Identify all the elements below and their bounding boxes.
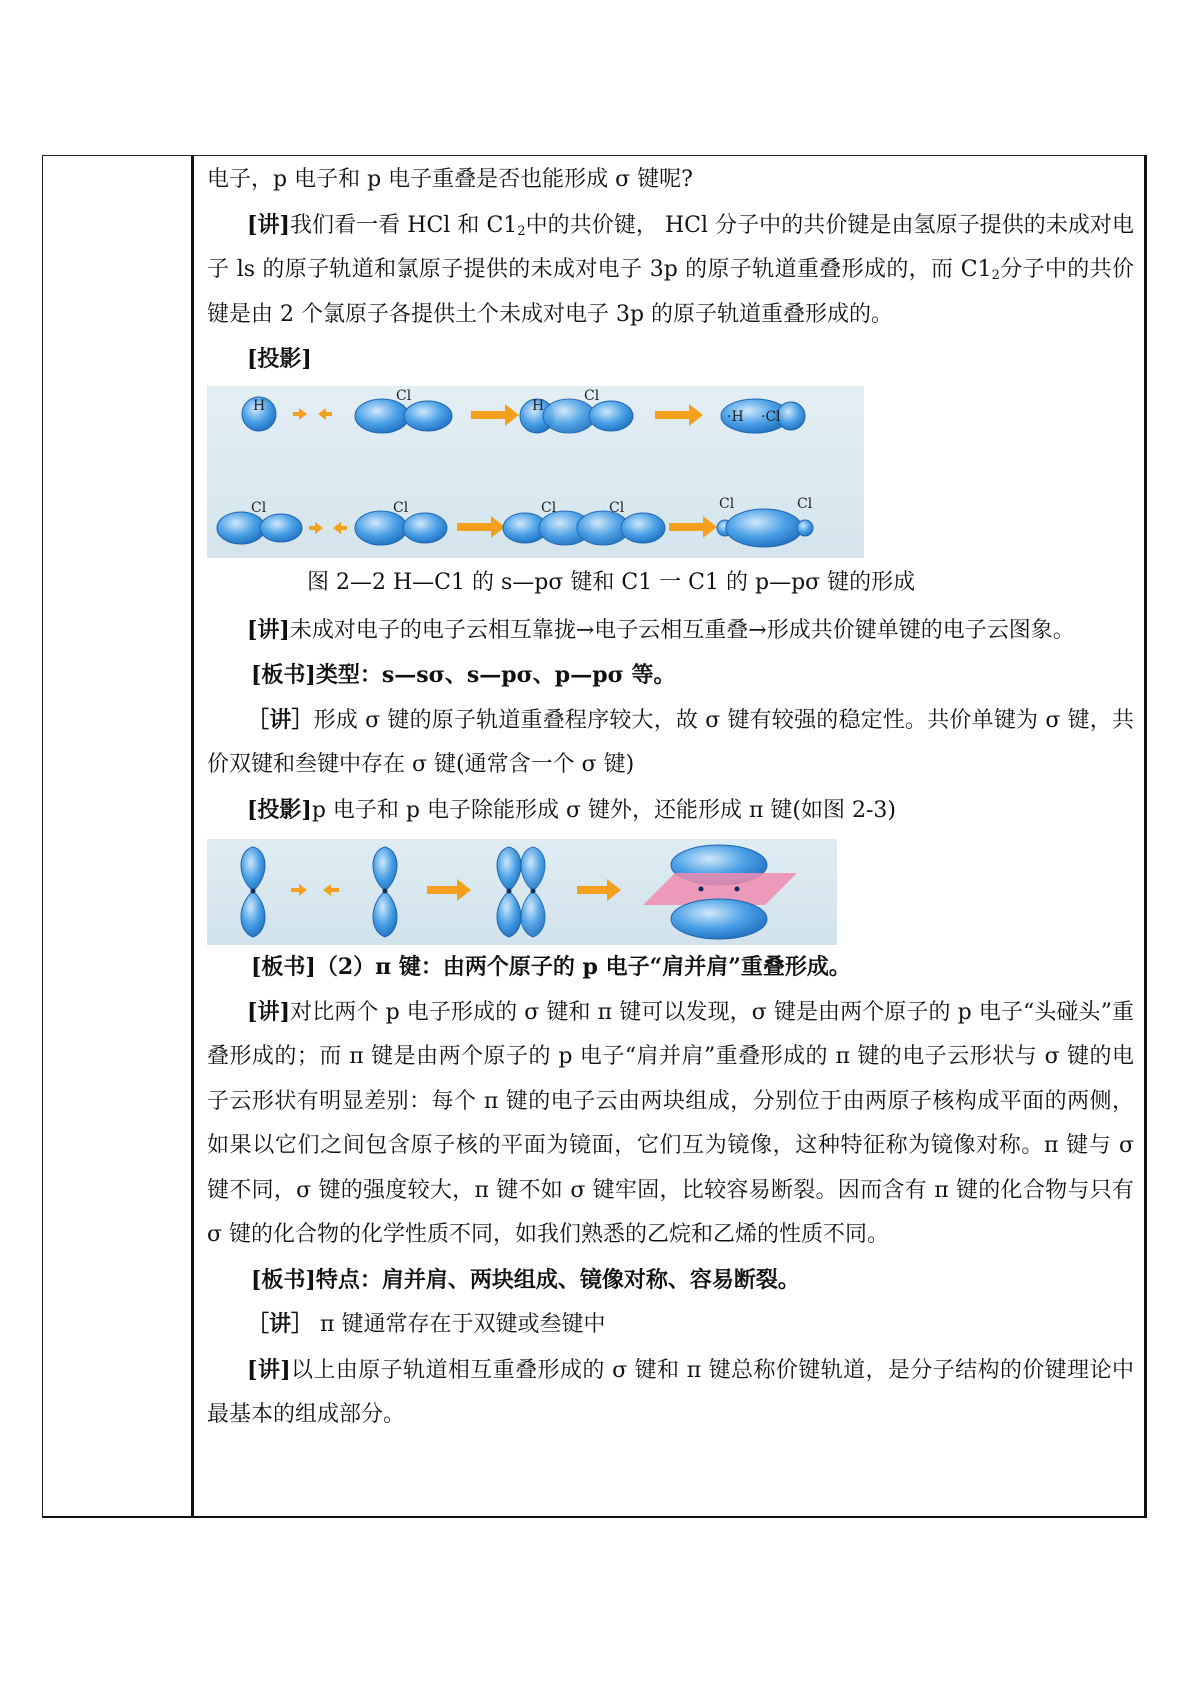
- pi-bond-molecule: [643, 845, 797, 939]
- label-cl-dot: ·Cl: [761, 408, 781, 425]
- arrow-4: [669, 516, 717, 538]
- para-3-tag: [投影]: [247, 346, 312, 372]
- approach-arrows-1: [293, 408, 332, 420]
- para-10-text: 特点：肩并肩、两块组成、镜像对称、容易断裂。: [315, 1266, 800, 1293]
- para-12-text: 以上由原子轨道相互重叠形成的 σ 键和 π 键总称价键轨道，是分子结构的价键理论中最基本的组成部分。: [207, 1357, 1134, 1427]
- arrow-2: [655, 404, 703, 426]
- label-h-2: H: [532, 397, 545, 414]
- tag-jiang-2: [讲]: [247, 616, 290, 643]
- tag-banshu: [板书]: [251, 662, 316, 688]
- para-10: [207, 1258, 1134, 1303]
- para-11: [207, 1302, 1134, 1348]
- tag-jiang-6: [讲]: [247, 1356, 291, 1383]
- para-9-text: 对比两个 p 电子形成的 σ 键和 π 键可以发现，σ 键是由两个原子的 p 电子“头碰头”重叠形成的；而 π 键是由两个原子的 p 电子“肩并肩”重叠形成的 π 键的电子云形状与 σ 键的电子云形状有明显差别：每个 π 键的电子云由两块组成，分别位于由两原子核构成平面的两侧，如果以它们之间包含原子核的平面为镜面，它们互为镜像，这种特征称为镜像对称。π 键与 σ 键不同，σ 键的强度较大，π 键不如 σ 键牢固，比较容易断裂。因而含有 π 键的化合物与只有 σ 键的化合物的化学性质不同，如我们熟悉的乙烷和乙烯的性质不同。: [207, 999, 1134, 1247]
- para-7: [207, 788, 1134, 834]
- para-2-b: 中的共价键， HCl 分子中的共价键是由氢原子提供的未成对电子 ls 的原子轨道和氯原子提供的未成对电子 3p 的原子轨道重叠形成的，而 C1: [207, 212, 1134, 282]
- label-h: H: [253, 397, 266, 414]
- tag-jiang-4: [讲]: [247, 998, 291, 1025]
- content-cell: [207, 158, 1134, 1438]
- label-cl-6: Cl: [609, 499, 625, 516]
- cl-p-orbital-right: [355, 500, 447, 545]
- table-frame: [42, 155, 1147, 1518]
- cl-p-orbital-1: [355, 388, 452, 433]
- para-6-text: 形成 σ 键的原子轨道重叠程序较大，故 σ 键有较强的稳定性。共价单键为 σ 键，共价双键和叁键中存在 σ 键(通常含一个 σ 键): [207, 707, 1134, 777]
- para-4-text: 未成对电子的电子云相互靠拢→电子云相互重叠→形成共价键单键的电子云图象。: [289, 617, 1075, 643]
- para-6: [207, 698, 1134, 788]
- p-orbital-1: [241, 847, 265, 937]
- para-11-text: π 键通常存在于双键或叁键中: [313, 1312, 606, 1337]
- para-2-sub2: 2: [991, 268, 1000, 283]
- approach-arrows-3: [291, 884, 339, 896]
- cl-p-orbital-left: [217, 500, 302, 544]
- figure-caption: 图 2—2 H—C1 的 s—pσ 键和 C1 一 C1 的 p—pσ 键的形成: [307, 569, 916, 595]
- para-2: [207, 203, 1134, 338]
- para-12: [207, 1348, 1134, 1438]
- para-8-text: （2）π 键：由两个原子的 p 电子“肩并肩”重叠形成。: [315, 954, 851, 980]
- arrow-1: [471, 404, 519, 426]
- para-1: 电子，p 电子和 p 电子重叠是否也能形成 σ 键呢?: [207, 167, 693, 192]
- h-cl-overlap: [520, 388, 633, 433]
- p-orbital-2: [373, 847, 397, 937]
- tag-banshu-2: [板书]: [251, 954, 316, 980]
- label-cl-5: Cl: [541, 499, 557, 516]
- approach-arrows-2: [309, 522, 347, 534]
- arrow-6: [577, 879, 621, 901]
- pi-bond-diagram: [207, 839, 837, 945]
- label-h-dot: ·H: [727, 408, 744, 425]
- pi-bond-figure: [207, 839, 837, 945]
- label-cl-3: Cl: [251, 499, 267, 516]
- p-orbitals-side-overlap: [497, 847, 545, 937]
- label-cl-2: Cl: [584, 387, 600, 404]
- para-2-sub: 2: [517, 223, 526, 239]
- sigma-bond-figure: [207, 386, 864, 558]
- sigma-bond-diagram: [207, 386, 864, 558]
- cl2-molecule: [717, 496, 813, 547]
- tag-jiang: [讲]: [247, 211, 290, 238]
- para-9: [207, 990, 1134, 1258]
- column-divider: [191, 156, 194, 1516]
- para-8: [207, 945, 1134, 990]
- label-cl-8: Cl: [797, 495, 813, 512]
- tag-touying: [投影]: [247, 796, 312, 823]
- tag-jiang-5: ［讲］: [247, 1311, 314, 1337]
- label-cl-1: Cl: [396, 387, 412, 404]
- para-5: [207, 653, 1134, 698]
- para-2-a: 我们看一看 HCl 和 C1: [289, 212, 518, 238]
- tag-banshu-3: [板书]: [251, 1266, 316, 1293]
- arrow-5: [427, 879, 471, 901]
- cl-cl-overlap: [503, 500, 665, 545]
- tag-jiang-3: ［讲］: [247, 706, 314, 733]
- para-5-text: 类型：s—sσ、s—pσ、p—pσ 等。: [315, 662, 676, 688]
- hcl-molecule: [721, 399, 805, 433]
- para-7-text: p 电子和 p 电子除能形成 σ 键外，还能形成 π 键(如图 2-3): [311, 797, 897, 823]
- para-4: [207, 608, 1134, 654]
- label-cl-7: Cl: [719, 495, 735, 512]
- h-s-orbital: [242, 397, 276, 431]
- label-cl-4: Cl: [393, 499, 409, 516]
- para-2-c: 分子中的共价键是由 2 个氯原子各提供土个未成对电子 3p 的原子轨道重叠形成的。: [207, 257, 1134, 327]
- arrow-3: [457, 516, 505, 538]
